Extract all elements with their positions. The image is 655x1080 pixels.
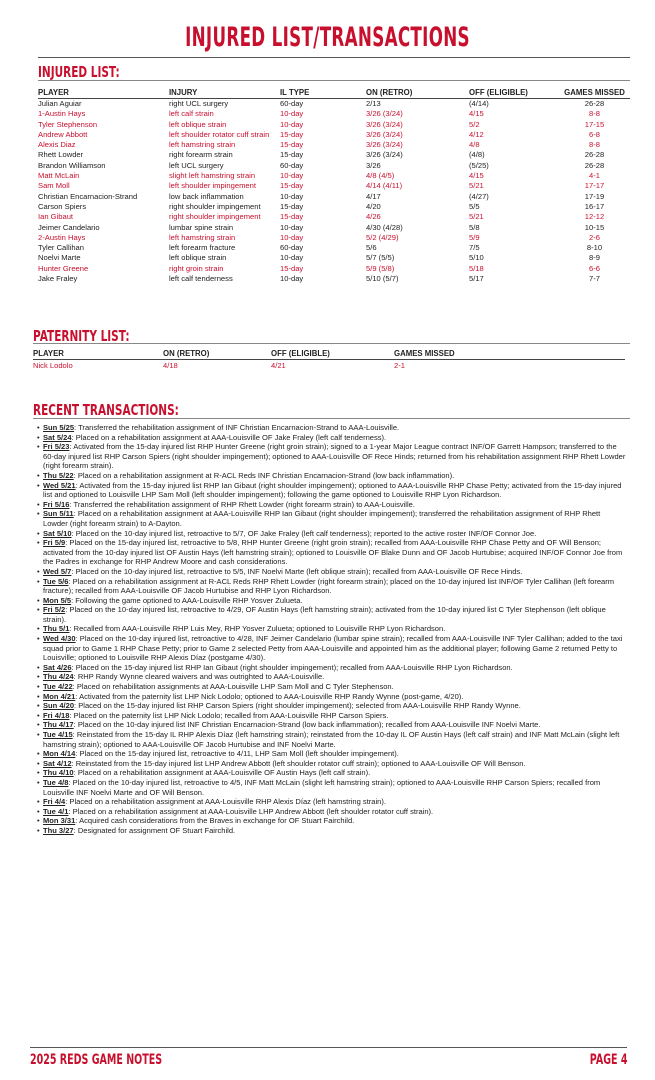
list-item bbox=[37, 692, 627, 702]
bullet-icon: • bbox=[37, 777, 40, 787]
injury-cell: left shoulder impingement bbox=[169, 181, 256, 191]
transaction-text: : Placed on a rehabilitation assignment at AAA-Louisville OF Austin Hays (left calf strain). bbox=[73, 768, 371, 778]
il-type-cell: 10-day bbox=[280, 109, 304, 119]
injury-cell: left calf strain bbox=[169, 109, 214, 119]
transaction-date: Tue 5/6 bbox=[43, 576, 69, 586]
transaction-date: Sun 4/20 bbox=[43, 701, 75, 711]
injured-list-table bbox=[38, 87, 630, 284]
injury-cell: left hamstring strain bbox=[169, 232, 236, 242]
transaction-text: : Placed on the 10-day injured list, retroactive to 5/5, INF Noelvi Marte (left oblique strain); recalled from AAA-Louisville OF Rece Hinds. bbox=[71, 566, 523, 576]
il-type-cell: 10-day bbox=[280, 274, 304, 284]
off-eligible-cell: 5/10 bbox=[469, 253, 484, 263]
player-cell: Julian Aguiar bbox=[38, 99, 82, 108]
list-item bbox=[37, 471, 627, 481]
column-header: ON (RETRO) bbox=[366, 87, 469, 99]
il-type-cell: 15-day bbox=[280, 263, 304, 273]
games-missed-cell: 2-6 bbox=[589, 232, 600, 242]
player-cell: Jeimer Candelario bbox=[38, 222, 100, 232]
injury-cell: right shoulder impingement bbox=[169, 201, 261, 211]
transaction-text: : Placed on the 10-day injured list, retroactive to 4/5, INF Matt McLain (slight left hamstring strain); optioned to AAA-Louisville RHP Carson Spiers; recalled from Louisville INF Noelvi Marte and OF Will Benson. bbox=[43, 777, 601, 797]
off-eligible-cell: 4/21 bbox=[271, 361, 286, 370]
games-missed-cell: 6-6 bbox=[589, 263, 600, 273]
off-eligible-cell: 5/18 bbox=[469, 263, 484, 273]
games-missed-cell: 4-1 bbox=[589, 171, 600, 181]
transaction-text: : Placed on the 15-day injured list, retroactive to 5/8, RHP Hunter Greene (right groin strain); recalled from AAA-Louisville RHP Chase Petty and OF Will Benson; activated from the 10-day injured list OF Austin Hays (left hamstring strain); optioned to Louisville OF Blake Dunn and OF Jacob Hurtubise; acquired INF/OF Connor Joe from the Padres in exchange for RHP Andrew Moore and cash considerations. bbox=[43, 538, 623, 567]
player-cell: Tyler Stephenson bbox=[38, 119, 98, 129]
transaction-date: Thu 5/1 bbox=[43, 624, 70, 634]
transaction-date: Sat 5/10 bbox=[43, 528, 72, 538]
list-item bbox=[37, 826, 627, 836]
off-eligible-cell: 5/2 bbox=[469, 119, 480, 129]
page-title: INJURED LIST/TRANSACTIONS bbox=[185, 22, 470, 53]
paternity-list-divider bbox=[33, 343, 630, 344]
injury-cell: left oblique strain bbox=[169, 253, 227, 263]
transaction-text: : Recalled from AAA-Louisville RHP Luis Mey, RHP Yosver Zulueta; optioned to Louisville RHP Lyon Richardson. bbox=[69, 624, 446, 634]
list-item bbox=[37, 423, 627, 433]
il-type-cell: 10-day bbox=[280, 191, 304, 201]
injury-cell: left forearm fracture bbox=[169, 243, 236, 253]
list-item bbox=[37, 797, 627, 807]
off-eligible-cell: 7/5 bbox=[469, 243, 480, 253]
on-retro-cell: 3/26 (3/24) bbox=[366, 119, 403, 129]
list-item bbox=[37, 672, 627, 682]
list-item bbox=[37, 749, 627, 759]
list-item bbox=[37, 567, 627, 577]
player-cell: Carson Spiers bbox=[38, 201, 87, 211]
on-retro-cell: 3/26 (3/24) bbox=[366, 129, 403, 139]
games-missed-cell: 17-17 bbox=[584, 181, 605, 191]
player-cell: Hunter Greene bbox=[38, 263, 89, 273]
bullet-icon: • bbox=[37, 682, 40, 692]
off-eligible-cell: 5/9 bbox=[469, 232, 480, 242]
il-type-cell: 15-day bbox=[280, 129, 304, 139]
list-item bbox=[37, 596, 627, 606]
games-missed-cell: 10-15 bbox=[584, 222, 605, 232]
column-header: OFF (ELIGIBLE) bbox=[469, 87, 559, 99]
bullet-icon: • bbox=[37, 528, 40, 538]
injury-cell: right UCL surgery bbox=[169, 99, 229, 108]
transaction-date: Mon 3/31 bbox=[43, 816, 76, 826]
transaction-date: Mon 5/5 bbox=[43, 595, 72, 605]
transaction-date: Fri 5/2 bbox=[43, 605, 66, 615]
transaction-date: Wed 5/7 bbox=[43, 566, 72, 576]
list-item bbox=[37, 701, 627, 711]
table-row bbox=[38, 120, 630, 130]
injury-cell: left hamstring strain bbox=[169, 140, 236, 150]
title-divider bbox=[38, 57, 630, 58]
transaction-text: : Activated from the 15-day injured list RHP Hunter Greene (right groin strain); signed to a 1-year Major League contract INF/OF Garrett Hampson; transferred to the 60-day injured list RHP Carson Spiers (right shoulder impingement); optioned to AAA-Louisville OF Rece Hinds; returned from his rehabilitation assignment RHP Rhett Lowder (right forearm strain). bbox=[43, 442, 626, 471]
table-row bbox=[38, 192, 630, 202]
transaction-text: : Reinstated from the 15-day injured list LHP Andrew Abbott (left shoulder rotator cuff strain); optioned to AAA-Louisville OF Will Benson. bbox=[71, 758, 526, 768]
transaction-text: : Activated from the 15-day injured list RHP Ian Gibaut (right shoulder impingement); optioned to AAA-Louisville RHP Chase Petty; activated from the 15-day injured list and optioned to Louisville LHP Sam Moll (left shoulder impingement); following the game optioned to Louisville RHP Lyon Richardson. bbox=[43, 480, 622, 500]
injury-cell: left oblique strain bbox=[169, 119, 227, 129]
off-eligible-cell: (4/8) bbox=[469, 150, 485, 160]
player-cell: Tyler Callihan bbox=[38, 243, 85, 253]
games-missed-cell: 8-8 bbox=[589, 109, 600, 119]
bullet-icon: • bbox=[37, 768, 40, 778]
on-retro-cell: 4/8 (4/5) bbox=[366, 171, 395, 181]
transactions-heading: RECENT TRANSACTIONS: bbox=[33, 401, 179, 419]
games-missed-cell: 2-1 bbox=[394, 361, 405, 370]
list-item bbox=[37, 634, 627, 663]
off-eligible-cell: 4/12 bbox=[469, 129, 484, 139]
transaction-text: : Placed on a rehabilitation assignment at R-ACL Reds RHP Rhett Lowder (right forearm strain); placed on the 10-day injured list INF/OF Tyler Callihan (left forearm fracture); recalled from AAA-Louisville OF Jacob Hurtubise and RHP Lyon Richardson. bbox=[43, 576, 615, 596]
transactions-list bbox=[37, 423, 627, 836]
on-retro-cell: 4/30 (4/28) bbox=[366, 222, 403, 232]
column-header: INJURY bbox=[169, 87, 280, 99]
player-cell: Matt McLain bbox=[38, 171, 80, 181]
on-retro-cell: 4/26 bbox=[366, 212, 381, 222]
list-item bbox=[37, 768, 627, 778]
transaction-text: : Placed on the 10-day injured list INF Christian Encarnacion-Strand (low back inflammation); recalled from AAA-Louisville INF Noelvi Marte. bbox=[73, 720, 541, 730]
list-item bbox=[37, 481, 627, 500]
transaction-text: : Placed on a rehabilitation assignment at AAA-Louisville RHP Ian Gibaut (right shoulder impingement); transferred the rehabilitation assignment of RHP Rhett Lowder (right forearm strain) to A-Dayton. bbox=[43, 509, 601, 528]
il-type-cell: 60-day bbox=[280, 243, 304, 253]
il-type-cell: 15-day bbox=[280, 201, 304, 211]
off-eligible-cell: 4/15 bbox=[469, 109, 484, 119]
bullet-icon: • bbox=[37, 442, 40, 452]
list-item bbox=[37, 577, 627, 596]
transaction-date: Wed 5/21 bbox=[43, 480, 76, 490]
bullet-icon: • bbox=[37, 825, 40, 835]
off-eligible-cell: 5/17 bbox=[469, 274, 484, 284]
transaction-text: : Acquired cash considerations from the Braves in exchange for OF Stuart Fairchild. bbox=[75, 816, 355, 826]
transaction-date: Mon 4/21 bbox=[43, 691, 76, 701]
on-retro-cell: 5/9 (5/8) bbox=[366, 263, 395, 273]
player-cell: Andrew Abbott bbox=[38, 129, 88, 139]
off-eligible-cell: 5/21 bbox=[469, 181, 484, 191]
transaction-date: Tue 4/15 bbox=[43, 730, 73, 739]
table-row bbox=[38, 274, 630, 284]
transaction-text: : Transferred the rehabilitation assignment of INF Christian Encarnacion-Strand to AAA-Louisville. bbox=[74, 423, 400, 432]
injured-list-divider bbox=[38, 80, 630, 81]
paternity-list-header-row bbox=[33, 349, 625, 360]
list-item bbox=[37, 730, 627, 749]
transaction-date: Wed 4/30 bbox=[43, 634, 76, 644]
transaction-date: Sun 5/11 bbox=[43, 509, 74, 519]
list-item bbox=[37, 529, 627, 539]
transaction-date: Sat 4/26 bbox=[43, 662, 72, 672]
games-missed-cell: 26-28 bbox=[584, 150, 605, 160]
il-type-cell: 15-day bbox=[280, 181, 304, 191]
list-item bbox=[37, 816, 627, 826]
il-type-cell: 15-day bbox=[280, 150, 304, 160]
transaction-date: Fri 5/9 bbox=[43, 538, 66, 548]
on-retro-cell: 5/10 (5/7) bbox=[366, 274, 399, 284]
bullet-icon: • bbox=[37, 509, 40, 519]
games-missed-cell: 17-19 bbox=[584, 191, 605, 201]
transaction-text: : Transferred the rehabilitation assignment of RHP Rhett Lowder (right forearm strain) to AAA-Louisville. bbox=[69, 499, 415, 509]
transaction-text: : Reinstated from the 15-day IL RHP Alexis Díaz (left hamstring strain); reinstated from the 10-day IL OF Austin Hays (left calf strain) and INF Matt McLain (slight left hamstring strain); optioned to AAA-Louisville OF Jacob Hurtubise and INF Noelvi Marte. bbox=[43, 730, 620, 749]
column-header: IL TYPE bbox=[280, 87, 366, 99]
injury-cell: lumbar spine strain bbox=[169, 222, 234, 232]
bullet-icon: • bbox=[37, 634, 40, 644]
games-missed-cell: 8-10 bbox=[586, 243, 603, 253]
bullet-icon: • bbox=[37, 701, 40, 711]
on-retro-cell: 4/17 bbox=[366, 191, 381, 201]
list-item bbox=[37, 538, 627, 567]
injury-cell: low back inflammation bbox=[169, 191, 244, 201]
transaction-date: Tue 4/8 bbox=[43, 777, 69, 787]
bullet-icon: • bbox=[37, 538, 40, 548]
bullet-icon: • bbox=[37, 480, 40, 490]
bullet-icon: • bbox=[37, 691, 40, 701]
bullet-icon: • bbox=[37, 470, 40, 480]
games-missed-cell: 12-12 bbox=[584, 212, 605, 222]
list-item bbox=[37, 720, 627, 730]
injured-list-heading: INJURED LIST: bbox=[38, 63, 120, 81]
transaction-text: : Following the game optioned to AAA-Louisville RHP Yosver Zulueta. bbox=[71, 595, 303, 605]
on-retro-cell: 4/14 (4/11) bbox=[366, 181, 403, 191]
injury-cell: right shoulder impingement bbox=[169, 212, 261, 222]
transaction-date: Fri 4/18 bbox=[43, 710, 70, 720]
transaction-date: Thu 3/27 bbox=[43, 825, 74, 835]
list-item bbox=[37, 807, 627, 817]
player-cell: Ian Gibaut bbox=[38, 212, 74, 222]
transaction-date: Thu 4/24 bbox=[43, 672, 74, 682]
paternity-list-heading: PATERNITY LIST: bbox=[33, 327, 130, 345]
transaction-text: : Placed on the 15-day injured list RHP Ian Gibaut (right shoulder impingement); recalled from AAA-Louisville RHP Lyon Richardson. bbox=[71, 662, 513, 672]
bullet-icon: • bbox=[37, 605, 40, 615]
list-item bbox=[37, 433, 627, 443]
transaction-text: : Placed on the 15-day injured list RHP Carson Spiers (right shoulder impingement); selected from AAA-Louisville RHP Randy Wynne. bbox=[74, 701, 521, 711]
games-missed-cell: 8-8 bbox=[589, 140, 600, 150]
column-header: GAMES MISSED bbox=[559, 87, 630, 99]
player-cell: 1-Austin Hays bbox=[38, 109, 86, 119]
list-item bbox=[37, 442, 627, 471]
column-header: ON (RETRO) bbox=[163, 349, 271, 360]
bullet-icon: • bbox=[37, 499, 40, 509]
off-eligible-cell: 4/15 bbox=[469, 171, 484, 181]
table-row bbox=[38, 233, 630, 243]
il-type-cell: 60-day bbox=[280, 160, 304, 170]
transaction-text: : Placed on the 10-day injured list, retroactive to 5/7, OF Jake Fraley (left calf tenderness); reported to the active roster INF/OF Connor Joe. bbox=[71, 528, 537, 538]
transaction-text: : Placed on the paternity list LHP Nick Lodolo; recalled from AAA-Louisville RHP Carson Spiers. bbox=[69, 710, 389, 720]
il-type-cell: 10-day bbox=[280, 222, 304, 232]
games-missed-cell: 17-15 bbox=[584, 119, 605, 129]
transaction-date: Fri 4/4 bbox=[43, 797, 66, 807]
transaction-text: : Placed on the 10-day injured list, retroactive to 4/29, OF Austin Hays (left hamstring strain); activated from the 10-day injured list C Tyler Stephenson (left oblique strain). bbox=[43, 605, 606, 624]
transaction-date: Tue 4/22 bbox=[43, 682, 73, 692]
on-retro-cell: 5/2 (4/29) bbox=[366, 232, 399, 242]
table-row bbox=[38, 130, 630, 140]
on-retro-cell: 5/7 (5/5) bbox=[366, 253, 395, 263]
table-row bbox=[38, 243, 630, 253]
on-retro-cell: 3/26 (3/24) bbox=[366, 109, 403, 119]
injury-cell: left UCL surgery bbox=[169, 160, 224, 170]
injured-list-header-row bbox=[38, 87, 630, 99]
transaction-date: Fri 5/16 bbox=[43, 499, 70, 509]
player-cell: Noelvi Marte bbox=[38, 253, 81, 263]
table-row bbox=[38, 202, 630, 212]
transaction-text: : Placed on a rehabilitation assignment at AAA-Louisville OF Jake Fraley (left calf tenderness). bbox=[71, 432, 387, 442]
bullet-icon: • bbox=[37, 566, 40, 576]
bullet-icon: • bbox=[37, 730, 40, 739]
bullet-icon: • bbox=[37, 816, 40, 826]
injury-cell: right groin strain bbox=[169, 263, 224, 273]
injury-cell: slight left hamstring strain bbox=[169, 171, 256, 181]
bullet-icon: • bbox=[37, 576, 40, 586]
table-row bbox=[38, 150, 630, 160]
list-item bbox=[37, 711, 627, 721]
transaction-date: Thu 4/17 bbox=[43, 720, 74, 730]
list-item bbox=[37, 663, 627, 673]
il-type-cell: 10-day bbox=[280, 119, 304, 129]
bullet-icon: • bbox=[37, 672, 40, 682]
games-missed-cell: 26-28 bbox=[584, 99, 605, 108]
bullet-icon: • bbox=[37, 710, 40, 720]
table-row bbox=[38, 212, 630, 222]
transaction-date: Sun 5/25 bbox=[43, 423, 75, 432]
footer-publication: 2025 REDS GAME NOTES bbox=[30, 1052, 163, 1068]
il-type-cell: 10-day bbox=[280, 171, 304, 181]
injury-cell: left shoulder rotator cuff strain bbox=[169, 129, 270, 139]
transaction-text: : Activated from the paternity list LHP Nick Lodolo; optioned to AAA-Louisville RHP Randy Wynne (post-game, 4/20). bbox=[75, 691, 464, 701]
transactions-divider bbox=[33, 418, 630, 419]
player-cell: Nick Lodolo bbox=[33, 361, 73, 370]
off-eligible-cell: 5/8 bbox=[469, 222, 480, 232]
table-row bbox=[33, 360, 625, 371]
transaction-date: Mon 4/14 bbox=[43, 749, 76, 759]
off-eligible-cell: (5/25) bbox=[469, 160, 489, 170]
column-header: OFF (ELIGIBLE) bbox=[271, 349, 394, 360]
player-cell: Alexis Diaz bbox=[38, 140, 76, 150]
player-cell: Rhett Lowder bbox=[38, 150, 84, 160]
bullet-icon: • bbox=[37, 797, 40, 807]
off-eligible-cell: 5/21 bbox=[469, 212, 484, 222]
off-eligible-cell: (4/14) bbox=[469, 99, 489, 108]
on-retro-cell: 4/18 bbox=[163, 361, 178, 370]
bullet-icon: • bbox=[37, 432, 40, 442]
injury-cell: right forearm strain bbox=[169, 150, 233, 160]
off-eligible-cell: 4/8 bbox=[469, 140, 480, 150]
list-item bbox=[37, 509, 627, 528]
bullet-icon: • bbox=[37, 806, 40, 816]
transaction-date: Thu 4/10 bbox=[43, 768, 74, 778]
column-header: PLAYER bbox=[38, 87, 169, 99]
il-type-cell: 15-day bbox=[280, 212, 304, 222]
list-item bbox=[37, 500, 627, 510]
off-eligible-cell: 5/5 bbox=[469, 201, 480, 211]
il-type-cell: 60-day bbox=[280, 99, 304, 108]
transaction-date: Thu 5/22 bbox=[43, 470, 74, 480]
on-retro-cell: 4/20 bbox=[366, 201, 381, 211]
bullet-icon: • bbox=[37, 720, 40, 730]
on-retro-cell: 3/26 bbox=[366, 160, 381, 170]
transaction-text: : Placed on rehabilitation assignments at AAA-Louisville LHP Sam Moll and C Tyler Stephenson. bbox=[72, 682, 394, 692]
table-row bbox=[38, 99, 630, 110]
il-type-cell: 10-day bbox=[280, 232, 304, 242]
footer-page-number: PAGE 4 bbox=[589, 1052, 627, 1068]
footer-divider bbox=[30, 1047, 627, 1048]
player-cell: Brandon Williamson bbox=[38, 160, 106, 170]
off-eligible-cell: (4/27) bbox=[469, 191, 489, 201]
transaction-text: : Placed on a rehabilitation assignment at AAA-Louisville LHP Andrew Abbott (left shoulder rotator cuff strain). bbox=[68, 806, 434, 816]
games-missed-cell: 16-17 bbox=[584, 201, 605, 211]
bullet-icon: • bbox=[37, 758, 40, 768]
transaction-text: : Placed on the 10-day injured list, retroactive to 4/28, INF Jeimer Candelario (lumbar spine strain); recalled from AAA-Louisville INF Tyler Callihan; added to the taxi squad prior to Game 1 RHP Chase Petty; prior to Game 2 selected Petty from AAA-Louisville and appointed him as the additional player; following Game 2 returned Petty to Louisville; optioned to Louisville RHP Alexis Díaz (postgame 4/30). bbox=[43, 634, 623, 663]
transaction-date: Sat 4/12 bbox=[43, 758, 72, 768]
bullet-icon: • bbox=[37, 423, 40, 432]
column-header: PLAYER bbox=[33, 349, 163, 360]
on-retro-cell: 2/13 bbox=[366, 99, 381, 108]
player-cell: Jake Fraley bbox=[38, 274, 78, 284]
il-type-cell: 15-day bbox=[280, 140, 304, 150]
player-cell: 2-Austin Hays bbox=[38, 232, 86, 242]
bullet-icon: • bbox=[37, 749, 40, 759]
injury-cell: left calf tenderness bbox=[169, 274, 233, 284]
bullet-icon: • bbox=[37, 662, 40, 672]
paternity-list-table bbox=[33, 349, 625, 370]
list-item bbox=[37, 624, 627, 634]
table-row bbox=[38, 140, 630, 150]
transaction-date: Fri 5/23 bbox=[43, 442, 70, 452]
table-row bbox=[38, 109, 630, 119]
on-retro-cell: 3/26 (3/24) bbox=[366, 140, 403, 150]
transaction-text: : Placed on the 15-day injured list, retroactive to 4/11, LHP Sam Moll (left shoulder impingement). bbox=[75, 749, 399, 759]
games-missed-cell: 6-8 bbox=[589, 129, 600, 139]
column-header: GAMES MISSED bbox=[394, 349, 466, 360]
transaction-date: Tue 4/1 bbox=[43, 806, 69, 816]
table-row bbox=[38, 223, 630, 233]
transaction-text: : Placed on a rehabilitation assignment at AAA-Louisville RHP Alexis Díaz (left hamstring strain). bbox=[65, 797, 386, 807]
on-retro-cell: 3/26 (3/24) bbox=[366, 150, 403, 160]
games-missed-cell: 8-9 bbox=[589, 253, 600, 263]
il-type-cell: 10-day bbox=[280, 253, 304, 263]
bullet-icon: • bbox=[37, 595, 40, 605]
transaction-date: Sat 5/24 bbox=[43, 432, 72, 442]
list-item bbox=[37, 759, 627, 769]
games-missed-cell: 7-7 bbox=[589, 274, 600, 284]
transaction-text: : RHP Randy Wynne cleared waivers and was outrighted to AAA-Louisville. bbox=[73, 672, 325, 682]
table-row bbox=[38, 171, 630, 181]
on-retro-cell: 5/6 bbox=[366, 243, 377, 253]
list-item bbox=[37, 682, 627, 692]
table-row bbox=[38, 253, 630, 263]
table-row bbox=[38, 161, 630, 171]
bullet-icon: • bbox=[37, 624, 40, 634]
table-row bbox=[38, 264, 630, 274]
list-item bbox=[37, 778, 627, 797]
transaction-text: : Designated for assignment OF Stuart Fairchild. bbox=[73, 825, 236, 835]
list-item bbox=[37, 605, 627, 624]
table-row bbox=[38, 181, 630, 191]
games-missed-cell: 26-28 bbox=[584, 160, 605, 170]
transaction-text: : Placed on a rehabilitation assignment at R-ACL Reds INF Christian Encarnacion-Strand (low back inflammation). bbox=[73, 470, 455, 480]
player-cell: Christian Encarnacion-Strand bbox=[38, 191, 138, 201]
player-cell: Sam Moll bbox=[38, 181, 70, 191]
